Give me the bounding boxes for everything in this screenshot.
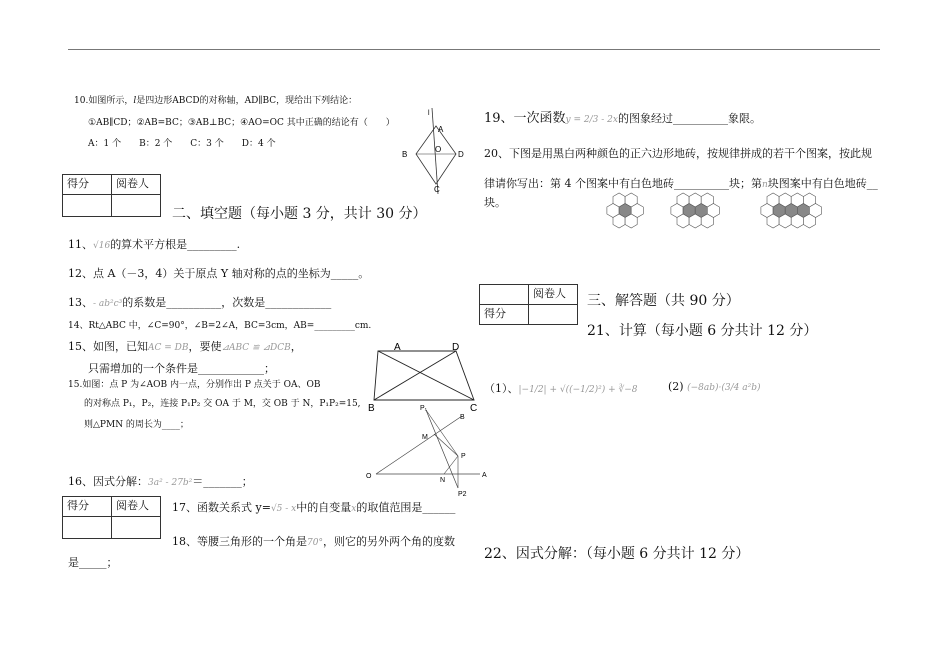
fig-p1: P₁ [420, 405, 428, 412]
q12: 12、点 A（－3，4）关于原点 Y 轴对称的点的坐标为_____。 [68, 267, 370, 280]
q15-line2: 只需增加的一个条件是____________； [88, 362, 275, 375]
q15b-line3: 则△PMN 的周长为____； [84, 420, 189, 430]
q15-line1: 15、如图，已知AC = DB，要使⊿ABC ≌ ⊿DCB， [68, 340, 302, 353]
q13: 13、- ab²c³的系数是__________，次数是____________ [68, 296, 332, 309]
section2-title: 二、填空题（每小题 3 分，共计 30 分） [172, 206, 427, 222]
fig-b: B [460, 414, 465, 421]
q22-title: 22、因式分解：（每小题 6 分共计 12 分） [484, 546, 750, 562]
fig-o: O [435, 145, 442, 154]
fig-a: A [438, 125, 444, 134]
q21-part1: （1）、|−1/2| + √((−1/2)²) + ∛−8 [484, 382, 638, 395]
q16: 16、因式分解：3a² - 27b²＝_______； [68, 475, 253, 488]
q20-line2: 律请你写出：第 4 个图案中有白色地砖__________块；第n块图案中有白色地砖__ [484, 177, 878, 190]
q21-title: 21、计算（每小题 6 分共计 12 分） [587, 323, 818, 339]
fig-b: B [368, 403, 375, 414]
section3-title: 三、解答题（共 90 分） [587, 293, 740, 309]
fig-c: C [470, 403, 478, 414]
q11: 11、√16的算术平方根是_________. [68, 238, 241, 251]
q15b-figure [362, 402, 492, 498]
q10-line2: ①AB∥CD；②AB=BC；③AB⊥BC；④AO=OC 其中正确的结论有（ ） [88, 118, 395, 128]
score-table-1: 得分 阅卷人 [62, 174, 161, 217]
score-table-2: 得分 阅卷人 [62, 496, 161, 539]
q10-options: A：1 个 B：2 个 C：3 个 D：4 个 [88, 139, 276, 149]
fig-l: l [428, 110, 430, 117]
fig-n: N [440, 477, 446, 484]
top-rule [68, 49, 880, 50]
q20-line1: 20、下图是用黑白两种颜色的正六边形地砖，按规律拼成的若干个图案，按此规 [484, 147, 872, 160]
hexagon-patterns [604, 192, 854, 234]
fig-c: C [434, 185, 440, 194]
q19: 19、一次函数y = 2/3 - 2x的图象经过__________象限。 [484, 111, 761, 126]
fig-b: B [402, 150, 408, 159]
fig-d: D [458, 150, 464, 159]
fig-a: A [394, 342, 401, 353]
q18: 18、等腰三角形的一个角是70°，则它的另外两个角的度数 [172, 535, 455, 548]
fig-p2: P2 [458, 491, 467, 498]
score-table-3: 阅卷人 得分 [479, 284, 578, 325]
q17: 17、函数关系式 y=√5 - x中的自变量x的取值范围是______ [172, 501, 456, 514]
rhombus [416, 126, 456, 184]
q10-line1: 10.如图所示，l是四边形ABCD的对称轴，AD∥BC，现给出下列结论： [74, 96, 358, 106]
q20-line3: 块。 [484, 196, 506, 209]
fig-m: M [422, 434, 428, 441]
q14: 14、Rt△ABC 中，∠C=90°，∠B=2∠A，BC=3cm，AB=_________cm. [68, 321, 372, 331]
q15b-line1: 15.如图：点 P 为∠AOB 内一点，分别作出 P 点关于 OA、OB [68, 380, 321, 390]
q15b-line2: 的对称点 P₁，P₂，连接 P₁P₂ 交 OA 于 M，交 OB 于 N，P₁P₂=15, [84, 399, 361, 409]
q18-line2: 是_____； [68, 556, 118, 569]
q10-figure [398, 104, 470, 196]
fig-p: P [461, 453, 466, 460]
fig-d: D [452, 342, 460, 353]
fig-o: O [366, 473, 372, 480]
fig-a: A [482, 472, 487, 479]
q21-part2: (2) (−8ab)·(3/4 a²b) [668, 380, 761, 393]
